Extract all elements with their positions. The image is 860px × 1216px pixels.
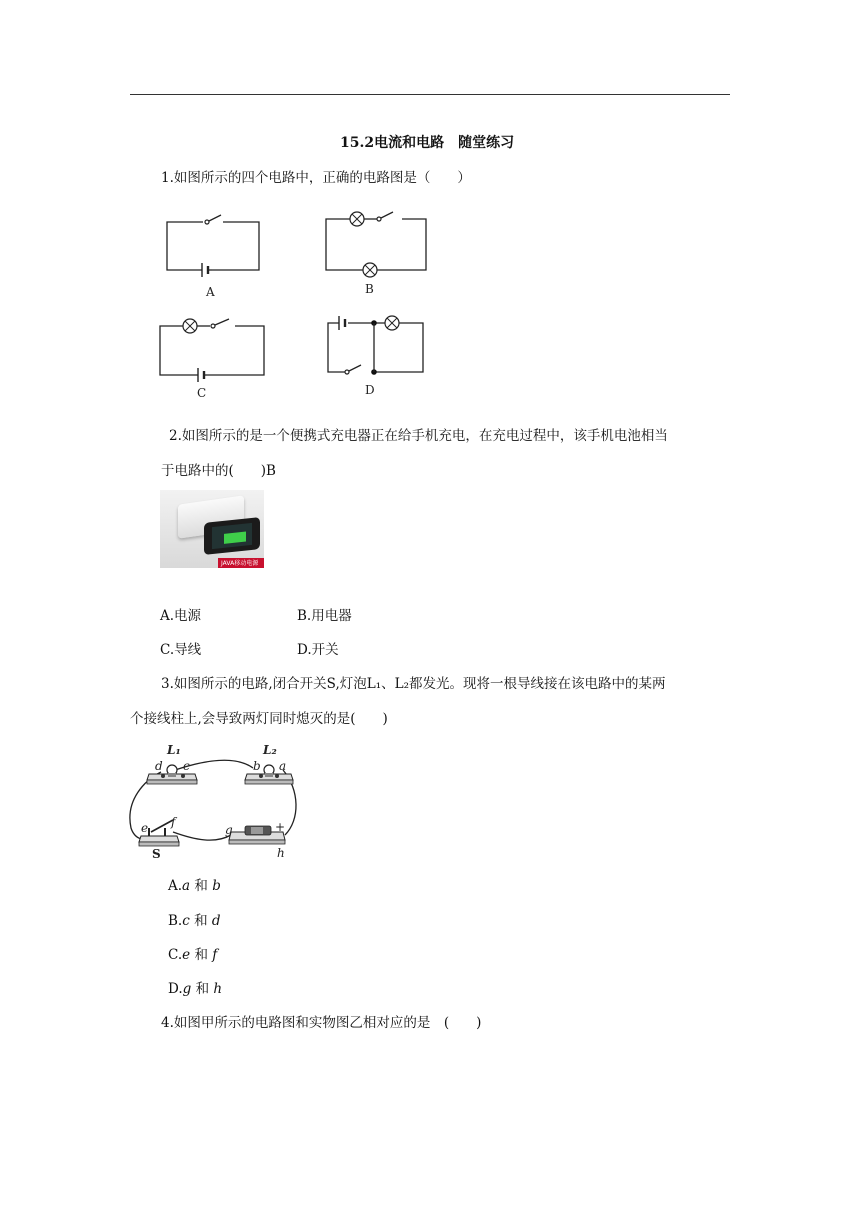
label-f: f — [171, 815, 176, 829]
battery-icon — [224, 532, 246, 544]
q3-option-b: B.c 和 d — [168, 913, 221, 929]
photo-caption-band — [218, 558, 264, 568]
circuit-diagram-d — [322, 312, 432, 402]
physical-circuit-figure — [125, 740, 305, 865]
page-title: 15.2电流和电路 随堂练习 — [340, 135, 515, 151]
question-3-text-line2: 个接线柱上,会导致两灯同时熄灭的是( ) — [130, 711, 388, 727]
circuit-label-a: A — [206, 285, 215, 299]
label-h: h — [277, 846, 285, 860]
q2-option-b: B.用电器 — [297, 608, 352, 624]
label-l2: L₂ — [263, 743, 277, 757]
q3-option-c: C.e 和 f — [168, 947, 218, 963]
question-1-text: 1.如图所示的四个电路中，正确的电路图是（ ） — [161, 170, 471, 186]
circuit-label-b: B — [365, 282, 374, 296]
photo-caption: JAVA移动电源 — [221, 560, 259, 567]
question-4-text: 4.如图甲所示的电路图和实物图乙相对应的是 ( ) — [161, 1015, 482, 1031]
circuit-diagram-a — [160, 205, 270, 300]
label-b: b — [253, 759, 261, 773]
label-s: S — [152, 847, 161, 861]
circuit-diagram-c — [155, 313, 270, 403]
label-d: d — [155, 759, 163, 773]
question-2-text-line2: 于电路中的( )B — [161, 463, 276, 479]
label-c: c — [183, 759, 190, 773]
circuit-label-c: C — [197, 386, 207, 400]
charger-phone-photo — [160, 490, 264, 568]
q3-option-d: D.g 和 h — [168, 981, 223, 997]
label-plus: + — [275, 820, 286, 834]
header-rule — [130, 94, 730, 95]
circuit-label-d: D — [365, 383, 375, 397]
question-3-text-line1: 3.如图所示的电路,闭合开关S,灯泡L₁、L₂都发光。现将一根导线接在该电路中的某两 — [161, 676, 666, 692]
label-e: e — [141, 821, 149, 835]
q2-option-d: D.开关 — [297, 642, 339, 658]
q2-option-a: A.电源 — [160, 608, 202, 624]
question-2-text-line1: 2.如图所示的是一个便携式充电器正在给手机充电，在充电过程中，该手机电池相当 — [169, 428, 668, 444]
q3-option-a: A.a 和 b — [168, 878, 221, 894]
label-l1: L₁ — [167, 743, 181, 757]
circuit-diagram-b — [320, 205, 435, 300]
q2-option-c: C.导线 — [160, 642, 202, 658]
label-g: g — [225, 823, 233, 837]
phone-image — [204, 517, 260, 555]
label-a: a — [279, 759, 287, 773]
